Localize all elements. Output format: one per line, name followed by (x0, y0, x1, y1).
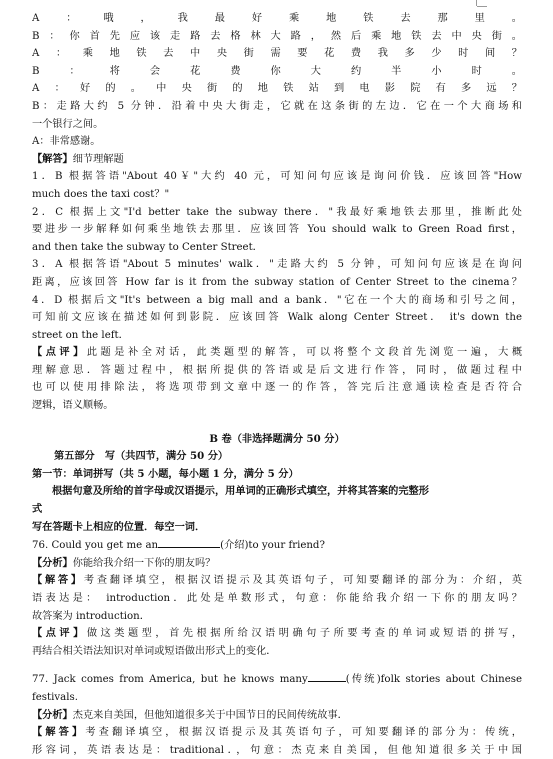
dialogue-line: A：哦，我最好乘地铁去那里。 (32, 13, 522, 24)
q77-answer-blank (308, 670, 346, 682)
dialogue-line: B：将会花费你大约半小时。 (32, 65, 522, 77)
answer-heading-line (32, 151, 522, 169)
section1-title: 第一节：单词拼写（共 5 小题，每小题 1 分，满分 5 分） (32, 467, 299, 480)
answer-line: 2．C 根据上文"I'd better take the subway there．"我最好乘地铁去那里，推断此处 (32, 206, 522, 218)
instruction-line: 写在答题卡上相应的位置．每空一词． (32, 520, 206, 533)
page-corner-mark-vertical (477, 6, 487, 7)
answer-line: 距离，应该回答 How far is it from the subway station of Center Street to the cinema？ (32, 276, 522, 288)
spacer (32, 415, 522, 431)
instruction-line: 式 (32, 503, 43, 516)
answer-line: 可知前文应该在描述如何到影院．应该回答 Walk along Center Street． it's down the (32, 312, 522, 324)
comment-block (32, 344, 522, 414)
dialogue-line: 一个银行之间。 (32, 118, 104, 130)
comment-line: 【点评】此题是补全对话，此类题型的解答，可以将整个文段首先浏览一遍，大概 (32, 346, 522, 359)
solution-tag: 【解答】 (32, 574, 84, 587)
answer-block (32, 151, 522, 345)
comment-tag: 【点评】 (32, 627, 87, 640)
dialogue-line: B：你首先应该走路去格林大路，然后乘地铁去中央街。 (32, 30, 522, 42)
q76-stem: 76. Could you get me an (介绍)to your friend? (32, 536, 522, 555)
dialogue-line: B：走路大约 5 分钟．沿着中央大街走，它就在这条街的左边．它在一个大商场和 (32, 100, 522, 112)
answer-line: street on the left． (32, 329, 129, 341)
answer-heading-tag: 【解答】 (32, 152, 73, 165)
instruction-line: 根据句意及所给的首字母或汉语提示，用单词的正确形式填空，并将其答案的完整形 (52, 485, 429, 498)
comment-line: 也可以使用排除法，将选项带到文章中逐一的作答，答完后注意通读检查是否符合 (32, 382, 522, 394)
dialogue-line: A：非常感谢。 (32, 136, 101, 148)
comment-line: 逻辑，语义顺畅。 (32, 400, 114, 412)
part5-title: 第五部分 写（共四节，满分 50 分） (54, 450, 229, 463)
question-77 (32, 670, 522, 759)
q76-solution-line: 语表达是： introduction．此处是单数形式，句意：你能给我介绍一下你的朋友吗？ (32, 593, 522, 604)
answer-heading-text: 细节理解题 (72, 153, 124, 165)
dialogue-line: A：乘地铁去中央街需要花费我多少时间？ (32, 48, 522, 60)
answer-line: 3．A 根据答语"About 5 minutes' walk．"走路大约 5 分钟，可知问句应该是在询问 (32, 259, 522, 271)
document-page (32, 10, 522, 759)
answer-line: much does the taxi cost？" (32, 188, 170, 200)
analysis-tag: 【分析】 (32, 556, 73, 569)
comment-tag: 【点评】 (32, 346, 87, 359)
comment-line: 理解意思．答题过程中，根据所提供的答语或是后文进行作答，同时，做题过程中 (32, 364, 522, 376)
q77-solution-line: 形容词，英语表达是：traditional．，句意：杰克来自美国，但他知道很多关于中国 (32, 744, 522, 756)
q77-stem: 77. Jack comes from America, but he knows many (传统)folk stories about Chinese (32, 670, 522, 689)
q76-solution-line: 【解答】考查翻译填空，根据汉语提示及其英语句子，可知要翻译的部分为：介绍，英 (32, 574, 522, 587)
solution-tag: 【解答】 (32, 726, 86, 739)
q76-comment-line: 【点评】做这类题型，首先根据所给汉语明确句子所要考查的单词或短语的拼写， (32, 627, 522, 640)
analysis-tag: 【分析】 (32, 708, 73, 721)
q77-analysis: 【分析】杰克来自美国，但他知道很多关于中国节日的民间传统故事． (32, 708, 348, 721)
answer-line: 1．B 根据答语"About 40￥"大约 40 元，可知问句应该是询问价钱．应该回答"How (32, 171, 522, 183)
q77-solution-line: 【解答】考查翻译填空，根据汉语提示及其英语句子，可知要翻译的部分为：传统， (32, 726, 522, 739)
q76-analysis: 【分析】你能给我介绍一下你的朋友吗？ (32, 556, 216, 569)
q76-answer-blank (158, 536, 220, 548)
q76-comment-line: 再结合相关语法知识对单词或短语做出形式上的变化． (32, 645, 277, 657)
section-b-title: B 卷（非选择题满分 50 分） (209, 432, 345, 445)
q76-solution-line: 故答案为 introduction． (32, 610, 150, 622)
spacer (32, 660, 522, 670)
answer-line: 4．D 根据后文"It's between a big mall and a bank．"它在一个大的商场和引号之间， (32, 294, 522, 306)
dialogue-line: A：好的。中央街的地铁站到电影院有多远？ (32, 83, 522, 95)
question-76 (32, 536, 522, 660)
q77-stem: festivals. (32, 691, 78, 703)
dialogue-block (32, 10, 522, 151)
answer-line: 要进步一步解释如何乘坐地铁去那里．应该回答 You should walk to Green Road first， (32, 224, 522, 236)
answer-line: and then take the subway to Center Street． (32, 241, 263, 253)
